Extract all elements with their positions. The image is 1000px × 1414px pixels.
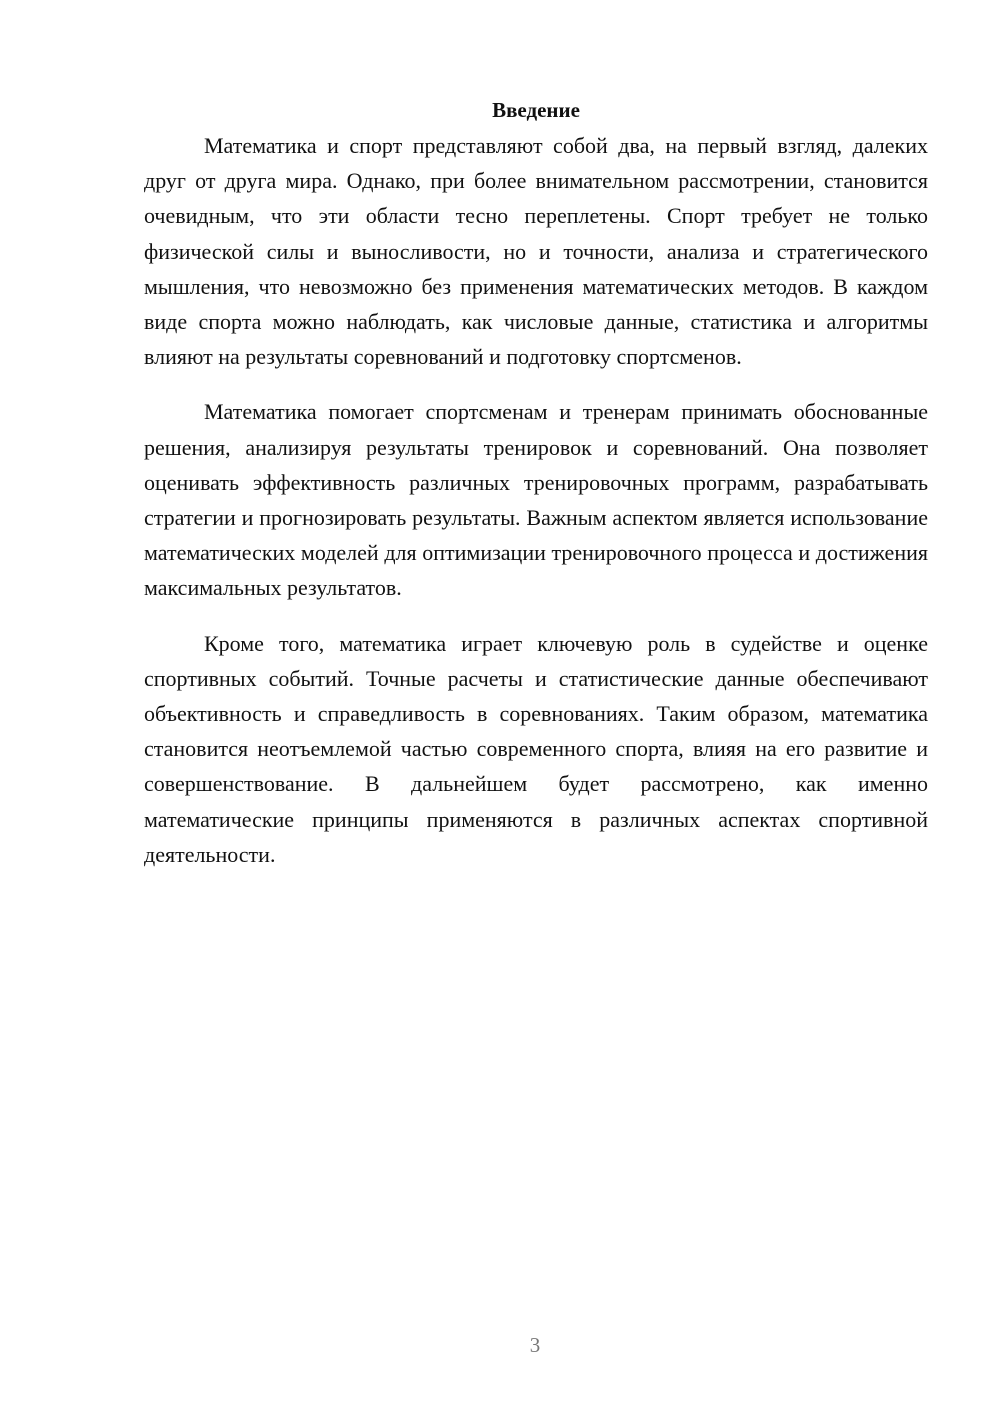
page-content [144, 95, 928, 892]
section-heading: Введение [492, 98, 580, 122]
paragraph-2: Математика помогает спортсменам и тренерам принимать обоснованные решения, анализируя результаты тренировок и соревнований. Она позволяет оценивать эффективность различных тренировочных программ, разрабатывать стратегии и прогнозировать результаты. Важным аспектом является использование математических моделей для оптимизации тренировочного процесса и достижения максимальных результатов. [144, 399, 928, 601]
paragraph-1: Математика и спорт представляют собой два, на первый взгляд, далеких друг от друга мира. Однако, при более внимательном рассмотрении, становится очевидным, что эти области тесно переплетены. Спорт требует не только физической силы и выносливости, но и точности, анализа и стратегического мышления, что невозможно без применения математических методов. В каждом виде спорта можно наблюдать, как числовые данные, статистика и алгоритмы влияют на результаты соревнований и подготовку спортсменов. [144, 133, 928, 370]
paragraph-3: Кроме того, математика играет ключевую роль в судействе и оценке спортивных событий. Точные расчеты и статистические данные обеспечивают объективность и справедливость в соревнованиях. Таким образом, математика становится неотъемлемой частью современного спорта, влияя на его развитие и совершенствование. В дальнейшем будет рассмотрено, как именно математические принципы применяются в различных аспектах спортивной деятельности. [144, 630, 928, 867]
page-number: 3 [529, 1333, 541, 1357]
